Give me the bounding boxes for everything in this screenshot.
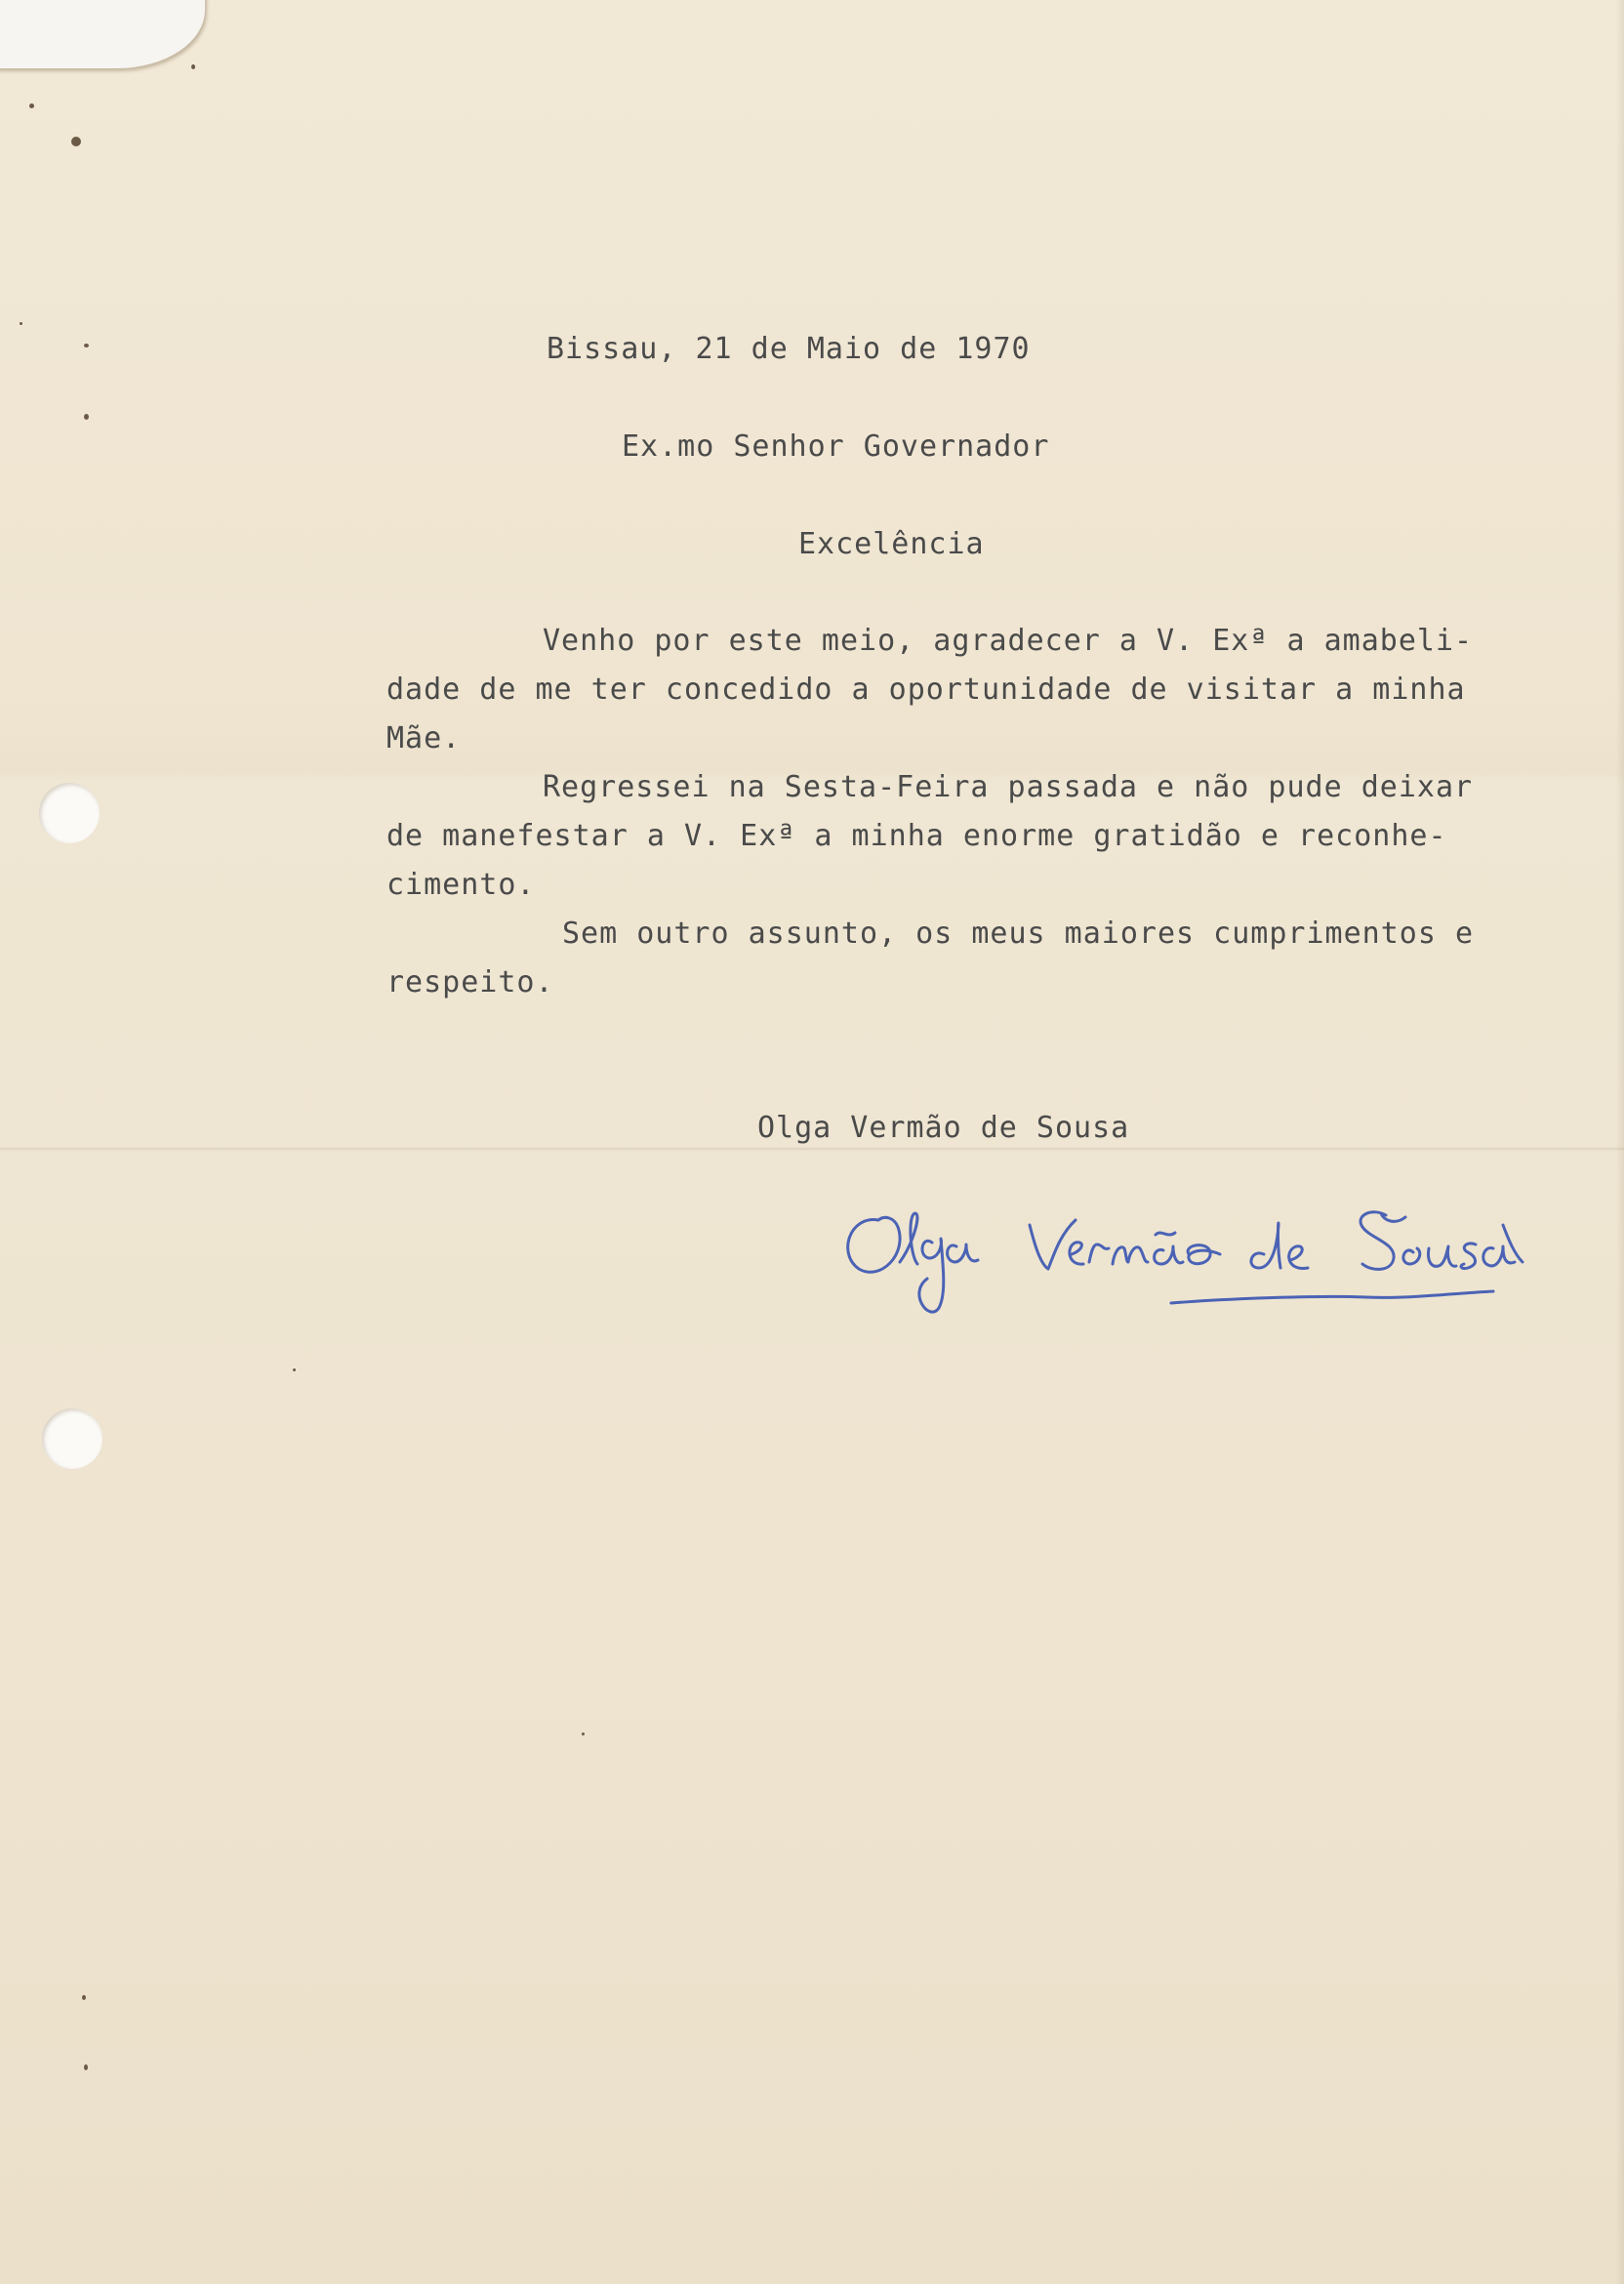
place-date: Bissau, 21 de Maio de 1970 xyxy=(547,332,1031,366)
ink-speck xyxy=(84,2064,88,2070)
ink-speck xyxy=(582,1733,585,1735)
paper-fold-line xyxy=(0,1147,1624,1151)
ink-speck xyxy=(191,64,195,69)
ink-speck xyxy=(84,414,89,420)
paragraph-1-line-1: Venho por este meio, agradecer a V. Exª a amabeli- xyxy=(543,624,1474,658)
torn-corner xyxy=(0,0,205,68)
ink-speck xyxy=(20,322,22,325)
ink-speck xyxy=(29,103,34,108)
punch-hole-lower xyxy=(42,1408,102,1469)
ink-speck xyxy=(84,344,89,347)
paragraph-3-line-1: Sem outro assunto, os meus maiores cumprimentos e xyxy=(562,917,1475,951)
paragraph-2-line-2: de manefestar a V. Exª a minha enorme gratidão e reconhe- xyxy=(386,819,1447,853)
paragraph-3-line-2: respeito. xyxy=(386,965,554,999)
paragraph-2-line-3: cimento. xyxy=(386,868,536,902)
paragraph-2-line-1: Regressei na Sesta-Feira passada e não pude deixar xyxy=(543,770,1474,804)
paragraph-1-line-2: dade de me ter concedido a oportunidade de visitar a minha xyxy=(386,673,1466,707)
ink-speck xyxy=(71,137,81,146)
ink-speck xyxy=(293,1368,296,1371)
addressee: Ex.mo Senhor Governador xyxy=(622,429,1050,464)
typed-name: Olga Vermão de Sousa xyxy=(757,1111,1130,1145)
punch-hole-upper xyxy=(39,783,100,843)
handwritten-signature xyxy=(820,1186,1562,1342)
ink-speck xyxy=(82,1995,86,2000)
salutation: Excelência xyxy=(798,527,985,561)
paper-edge-shadow xyxy=(1616,0,1624,2284)
paragraph-1-line-3: Mãe. xyxy=(386,721,462,755)
